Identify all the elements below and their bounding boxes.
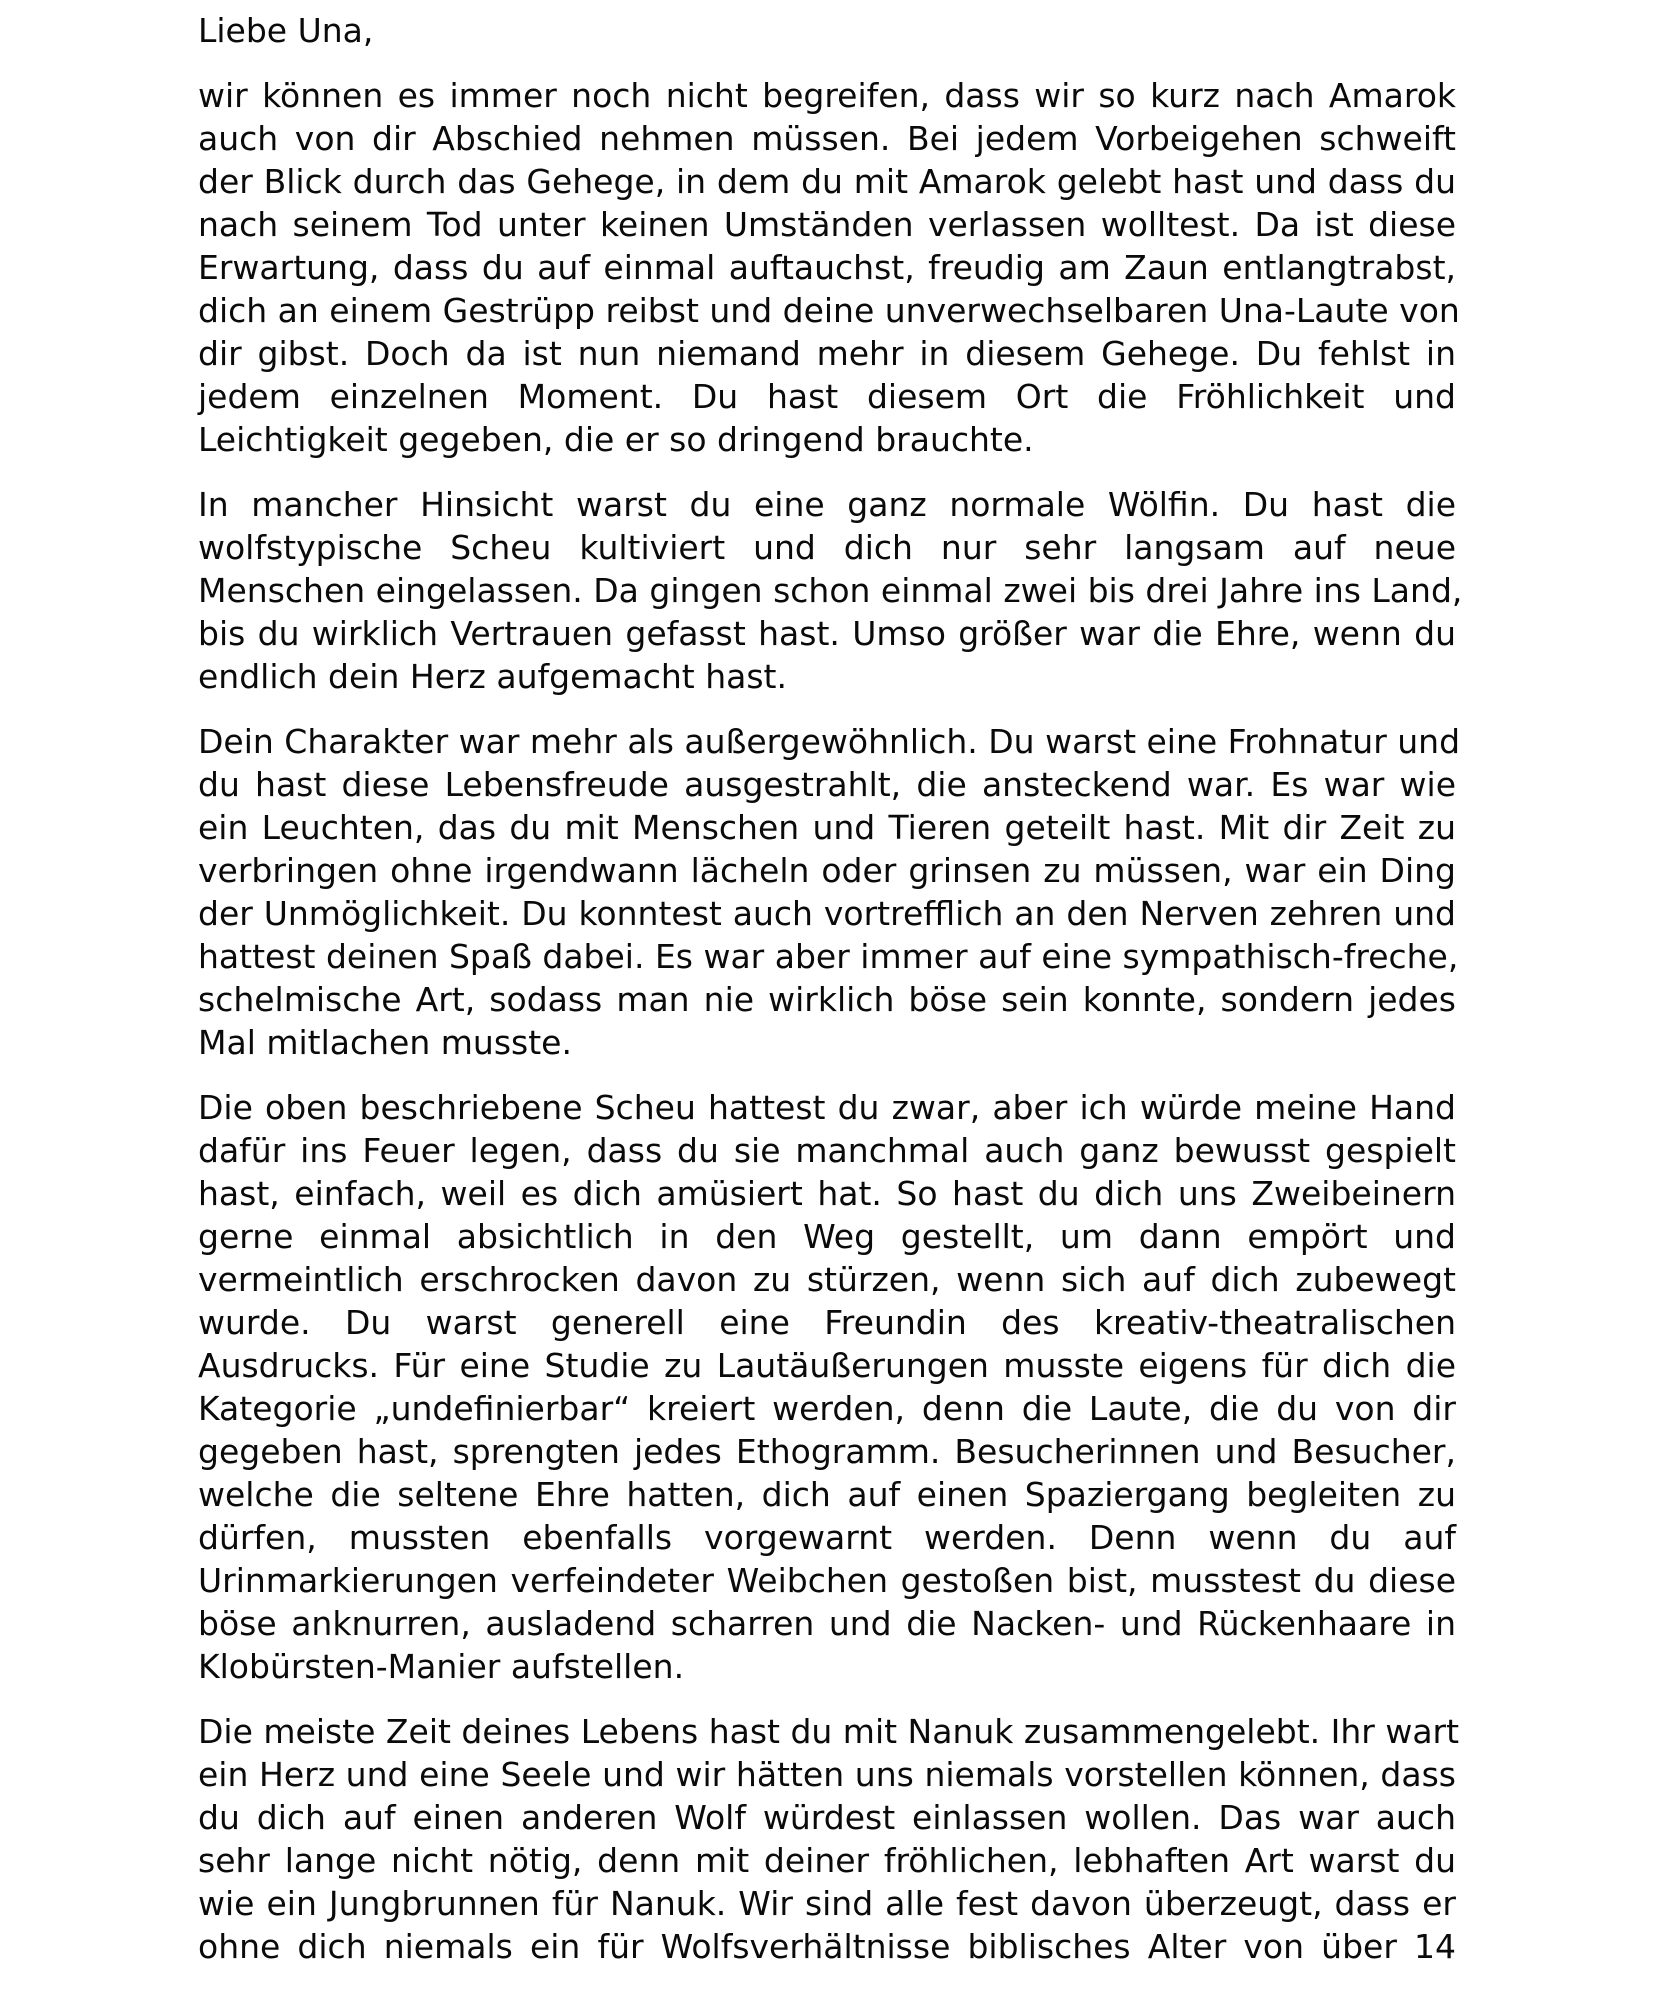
text-line: dürfen, mussten ebenfalls vorgewarnt werden. Denn wenn du auf [198,1518,1456,1557]
text-line: wie ein Jungbrunnen für Nanuk. Wir sind alle fest davon überzeugt, dass er [198,1884,1456,1923]
text-line: wir können es immer noch nicht begreifen, dass wir so kurz nach Amarok [198,76,1456,115]
text-line: wolfstypische Scheu kultiviert und dich nur sehr langsam auf neue [198,528,1456,567]
text-line: hast, einfach, weil es dich amüsiert hat. So hast du dich uns Zweibeinern [198,1174,1456,1213]
text-line: du hast diese Lebensfreude ausgestrahlt, die ansteckend war. Es war wie [198,765,1456,804]
text-line: endlich dein Herz aufgemacht hast. [198,657,787,696]
text-line: Erwartung, dass du auf einmal auftauchst, freudig am Zaun entlangtrabst, [198,248,1456,287]
text-line: welche die seltene Ehre hatten, dich auf einen Spaziergang begleiten zu [198,1475,1456,1514]
text-line: gerne einmal absichtlich in den Weg gestellt, um dann empört und [198,1217,1456,1256]
text-line: Kategorie „undefinierbar“ kreiert werden, denn die Laute, die du von dir [198,1389,1456,1428]
text-line: jedem einzelnen Moment. Du hast diesem Ort die Fröhlichkeit und [198,377,1456,416]
text-line: wurde. Du warst generell eine Freundin des kreativ-theatralischen [198,1303,1456,1342]
text-line: Klobürsten-Manier aufstellen. [198,1647,685,1686]
letter-page [198,9,1463,1990]
text-line: nach seinem Tod unter keinen Umständen verlassen wolltest. Da ist diese [198,205,1456,244]
text-line: Menschen eingelassen. Da gingen schon einmal zwei bis drei Jahre ins Land, [198,571,1463,610]
text-line: Urinmarkierungen verfeindeter Weibchen gestoßen bist, musstest du diese [198,1561,1456,1600]
paragraph [198,1710,1460,1968]
text-line: Die oben beschriebene Scheu hattest du zwar, aber ich würde meine Hand [198,1088,1456,1127]
text-line: dich an einem Gestrüpp reibst und deine unverwechselbaren Una-Laute von [198,291,1460,330]
text-line: bis du wirklich Vertrauen gefasst hast. Umso größer war die Ehre, wenn du [198,614,1456,653]
text-line: Leichtigkeit gegeben, die er so dringend brauchte. [198,420,1034,459]
text-line: sehr lange nicht nötig, denn mit deiner fröhlichen, lebhaften Art warst du [198,1841,1456,1880]
text-line: vermeintlich erschrocken davon zu stürzen, wenn sich auf dich zubewegt [198,1260,1456,1299]
text-line: ein Herz und eine Seele und wir hätten uns niemals vorstellen können, dass [198,1755,1456,1794]
text-line: schelmische Art, sodass man nie wirklich böse sein konnte, sondern jedes [198,980,1456,1019]
text-line: böse anknurren, ausladend scharren und die Nacken- und Rückenhaare in [198,1604,1456,1643]
paragraph [198,1086,1456,1688]
text-line: auch von dir Abschied nehmen müssen. Bei jedem Vorbeigehen schweift [198,119,1456,158]
text-line: dafür ins Feuer legen, dass du sie manchmal auch ganz bewusst gespielt [198,1131,1456,1170]
letter-greeting: Liebe Una, [198,11,374,50]
text-line: Ausdrucks. Für eine Studie zu Lautäußerungen musste eigens für dich die [198,1346,1456,1385]
text-line: verbringen ohne irgendwann lächeln oder grinsen zu müssen, war ein Ding [198,851,1456,890]
text-line: Mal mitlachen musste. [198,1023,572,1062]
paragraph [198,74,1460,461]
text-line: Die meiste Zeit deines Lebens hast du mit Nanuk zusammengelebt. Ihr wart [198,1712,1460,1751]
text-line: der Unmöglichkeit. Du konntest auch vortrefflich an den Nerven zehren und [198,894,1456,933]
text-line: du dich auf einen anderen Wolf würdest einlassen wollen. Das war auch [198,1798,1456,1837]
letter-body [198,74,1463,1968]
text-line: ohne dich niemals ein für Wolfsverhältnisse biblisches Alter von über 14 [198,1927,1456,1966]
text-line: ein Leuchten, das du mit Menschen und Tieren geteilt hast. Mit dir Zeit zu [198,808,1456,847]
paragraph [198,720,1461,1064]
text-line: der Blick durch das Gehege, in dem du mit Amarok gelebt hast und dass du [198,162,1456,201]
text-line: hattest deinen Spaß dabei. Es war aber immer auf eine sympathisch-freche, [198,937,1459,976]
text-line: Dein Charakter war mehr als außergewöhnlich. Du warst eine Frohnatur und [198,722,1461,761]
text-line: dir gibst. Doch da ist nun niemand mehr in diesem Gehege. Du fehlst in [198,334,1456,373]
text-line: gegeben hast, sprengten jedes Ethogramm. Besucherinnen und Besucher, [198,1432,1456,1471]
paragraph [198,483,1463,698]
text-line: In mancher Hinsicht warst du eine ganz normale Wölfin. Du hast die [198,485,1456,524]
